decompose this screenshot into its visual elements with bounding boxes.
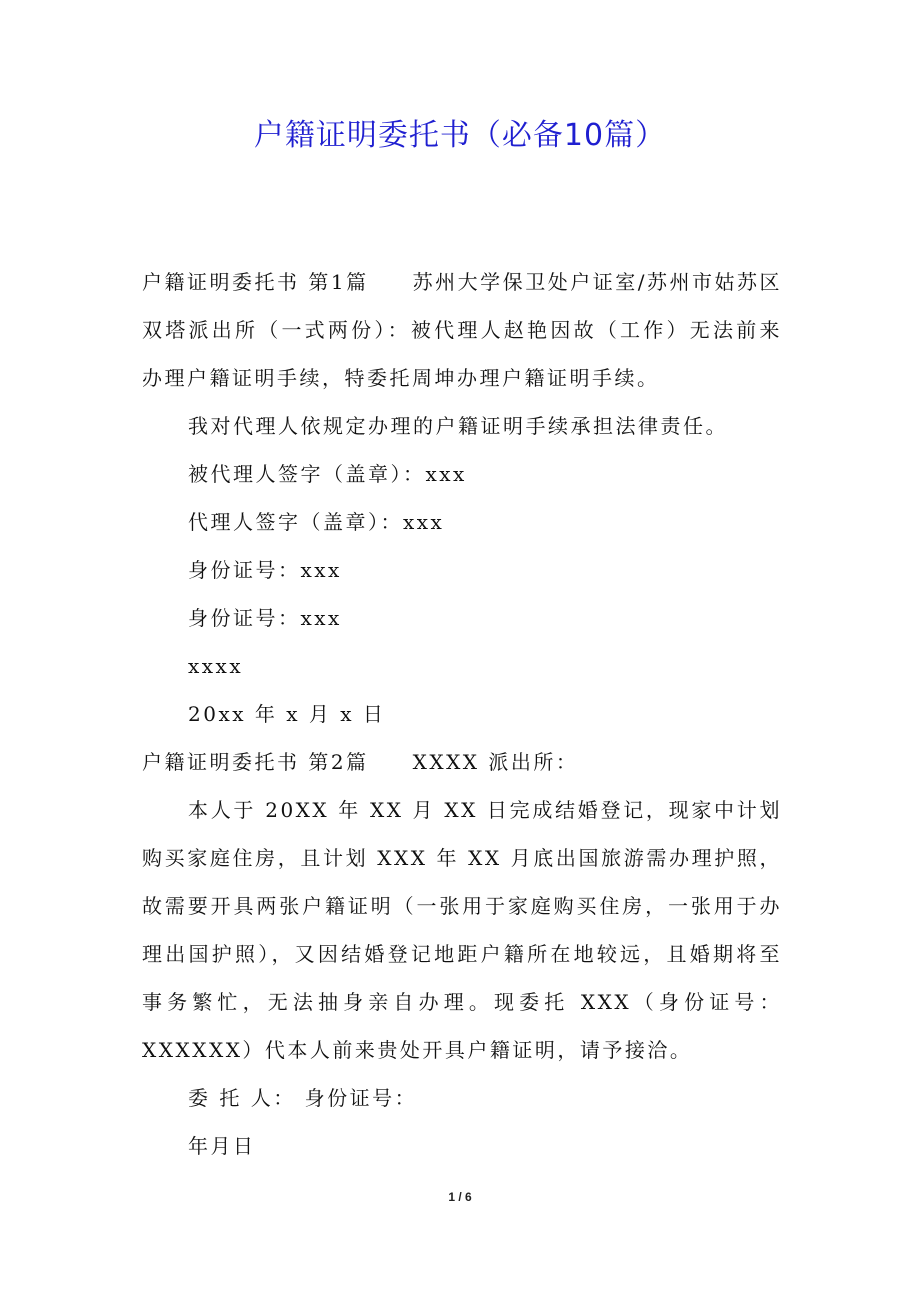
section2-heading: 户籍证明委托书 第2篇 (142, 750, 369, 774)
section2-recipient: XXXX 派出所： (412, 750, 579, 774)
section1-name: xxxx (188, 654, 244, 678)
section1-principal-signature: 被代理人签字（盖章）：xxx (188, 462, 467, 486)
section2-body-paragraph: 本人于 20XX 年 XX 月 XX 日完成结婚登记，现家中计划购买家庭住房，且计划 XXX 年 XX 月底出国旅游需办理护照，故需要开具两张户籍证明（一张用于家庭购买住房，一张用于办理出国护照），又因结婚登记地距户籍所在地较远，且婚期将至事务繁忙，无法抽身亲自办理。现委托 XXX（身份证号：XXXXXX）代本人前来贵处开具户籍证明，请予接洽。 (142, 798, 782, 1062)
section1-first-paragraph (142, 258, 782, 402)
section1-heading: 户籍证明委托书 第1篇 (142, 270, 369, 294)
section1-id-number-2: 身份证号：xxx (188, 606, 342, 630)
section2-date: 年月日 (188, 1134, 256, 1158)
section1-date: 20xx 年 x 月 x 日 (188, 702, 386, 726)
section1-id-number-1: 身份证号：xxx (188, 558, 342, 582)
section2-principal-line: 委 托 人： 身份证号： (188, 1086, 418, 1110)
document-body (142, 258, 782, 1170)
page-number: 1 / 6 (448, 1190, 472, 1204)
section1-intro: 苏州大学保卫处户证室/苏州市姑苏区双塔派出所（一式两份）：被代理人赵艳因故（工作）无法前来办理户籍证明手续，特委托周坤办理户籍证明手续。 (142, 270, 782, 390)
section1-agent-signature: 代理人签字（盖章）：xxx (188, 510, 445, 534)
section2-heading-line (142, 738, 782, 786)
document-title: 户籍证明委托书（必备10篇） (253, 118, 667, 153)
section1-responsibility: 我对代理人依规定办理的户籍证明手续承担法律责任。 (188, 414, 728, 438)
